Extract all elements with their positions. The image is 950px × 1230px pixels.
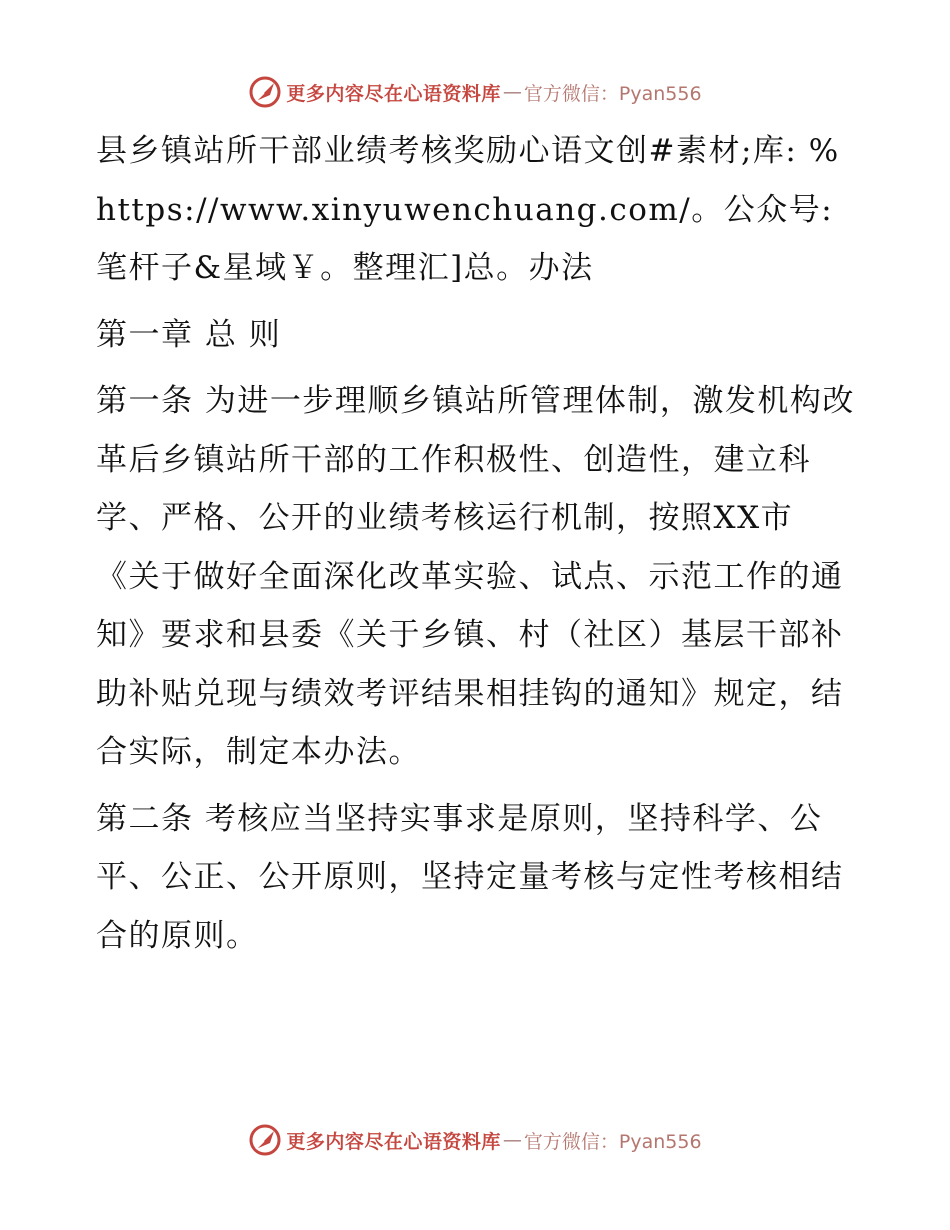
watermark-brand: 更多内容尽在心语资料库: [286, 1130, 501, 1153]
watermark-contact: 官方微信：Pyan556: [523, 82, 702, 105]
watermark-header: [0, 72, 950, 112]
article-1: 第一条 为进一步理顺乡镇站所管理体制，激发机构改革后乡镇站所干部的工作积极性、创造性，建立科学、严格、公开的业绩考核运行机制，按照XX市《关于做好全面深化改革实验、试点、示范工作的通知》要求和县委《关于乡镇、村（社区）基层干部补助补贴兑现与绩效考评结果相挂钩的通知》规定，结合实际，制定本办法。: [96, 383, 855, 770]
document-body: [96, 122, 856, 965]
article-2: 第二条 考核应当坚持实事求是原则，坚持科学、公平、公正、公开原则，坚持定量考核与定性考核相结合的原则。: [96, 800, 844, 954]
quill-logo-icon: [248, 1123, 282, 1157]
watermark-dash: —: [502, 1129, 522, 1151]
document-intro: 县乡镇站所干部业绩考核奖励心语文创#素材;库: %https://www.xinyuwenchuang.com/。公众号: 笔杆子&星域￥。整理汇]总。办法: [96, 133, 840, 286]
watermark-footer: [0, 1120, 950, 1160]
watermark-dash: —: [502, 81, 522, 103]
watermark-brand: 更多内容尽在心语资料库: [286, 82, 501, 105]
watermark-contact: 官方微信：Pyan556: [523, 1130, 702, 1153]
chapter-title: 第一章 总 则: [96, 316, 282, 353]
quill-logo-icon: [248, 75, 282, 109]
